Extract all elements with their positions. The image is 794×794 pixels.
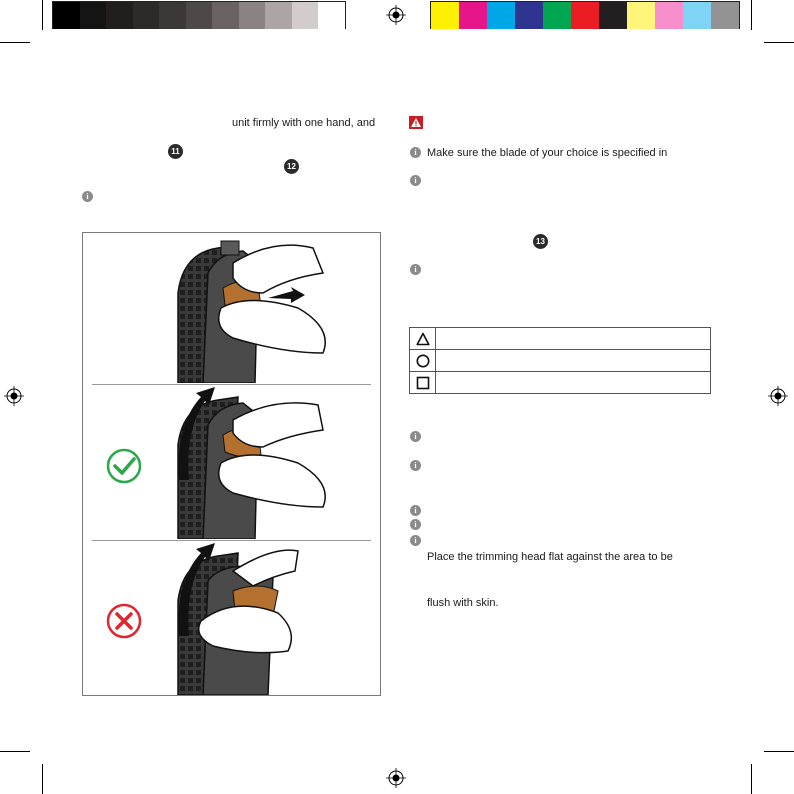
color-swatch <box>627 2 655 29</box>
table-cell <box>436 372 711 394</box>
triangle-symbol-icon <box>416 332 430 346</box>
info-icon: i <box>410 460 421 471</box>
registration-mark-icon <box>386 5 406 25</box>
comb-symbol-table <box>409 327 711 394</box>
color-swatch <box>431 2 459 29</box>
color-swatch <box>515 2 543 29</box>
color-swatch <box>711 2 739 29</box>
color-swatch <box>318 2 345 29</box>
info-icon: i <box>82 191 93 202</box>
color-swatch <box>80 2 107 29</box>
color-swatch <box>683 2 711 29</box>
cross-circle-icon <box>106 603 142 639</box>
warning-triangle-icon <box>409 116 423 129</box>
info-icon: i <box>410 264 421 275</box>
check-circle-icon <box>106 448 142 484</box>
color-swatch <box>292 2 319 29</box>
instruction-text-line: unit firmly with one hand, and <box>232 117 376 129</box>
crop-mark <box>0 42 30 43</box>
color-swatch <box>239 2 266 29</box>
registration-mark-icon <box>768 386 788 406</box>
info-icon: i <box>410 175 421 186</box>
crop-mark <box>764 751 794 752</box>
table-cell <box>436 350 711 372</box>
step-badge-12: 12 <box>284 159 299 174</box>
color-swatch <box>487 2 515 29</box>
flush-instruction-text: flush with skin. <box>427 597 499 609</box>
color-swatch <box>53 2 80 29</box>
trimming-instruction-text: Place the trimming head flat against the area to be <box>427 551 673 563</box>
crop-mark <box>42 764 43 794</box>
square-symbol-icon <box>416 376 430 390</box>
crop-mark <box>42 0 43 30</box>
color-swatch <box>459 2 487 29</box>
color-swatch <box>159 2 186 29</box>
table-row <box>410 328 711 350</box>
step-badge-13: 13 <box>533 234 548 249</box>
registration-mark-icon <box>4 386 24 406</box>
color-swatch <box>133 2 160 29</box>
registration-mark-icon <box>386 768 406 788</box>
info-icon: i <box>410 431 421 442</box>
table-cell <box>436 328 711 350</box>
circle-symbol-icon <box>416 354 430 368</box>
color-swatch <box>106 2 133 29</box>
crop-mark <box>0 751 30 752</box>
illustration-panel-press <box>83 233 380 383</box>
table-row <box>410 372 711 394</box>
table-row <box>410 350 711 372</box>
color-swatch <box>265 2 292 29</box>
color-swatch <box>599 2 627 29</box>
info-icon: i <box>410 519 421 530</box>
color-swatch <box>571 2 599 29</box>
color-swatch <box>212 2 239 29</box>
crop-mark <box>764 42 794 43</box>
info-icon: i <box>410 535 421 546</box>
crop-mark <box>751 764 752 794</box>
color-swatch <box>655 2 683 29</box>
step-badge-11: 11 <box>168 144 183 159</box>
color-swatch <box>186 2 213 29</box>
blade-instruction-text: Make sure the blade of your choice is specified in <box>427 147 668 159</box>
info-icon: i <box>410 505 421 516</box>
crop-mark <box>751 0 752 30</box>
info-icon: i <box>410 147 421 158</box>
color-swatch <box>543 2 571 29</box>
